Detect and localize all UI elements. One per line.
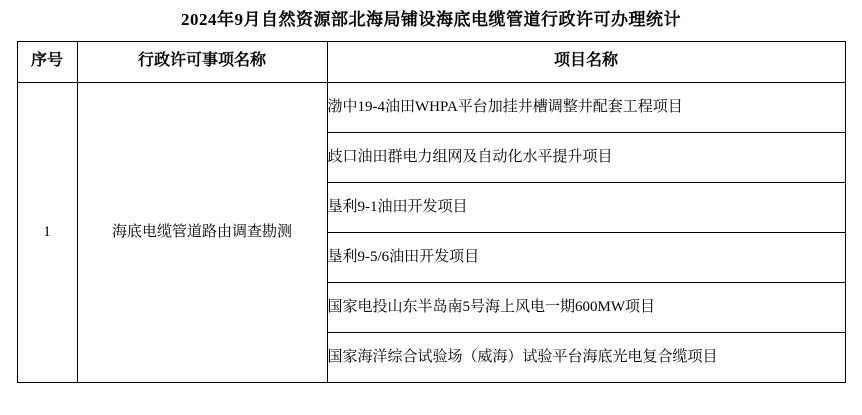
- project-name-cell: 垦利9-1油田开发项目: [327, 182, 845, 232]
- page-title: 2024年9月自然资源部北海局铺设海底电缆管道行政许可办理统计: [181, 10, 681, 29]
- permit-item-cell: 海底电缆管道路由调查勘测: [77, 82, 327, 382]
- table-row: [17, 82, 845, 132]
- permit-statistics-table: [17, 41, 846, 383]
- column-header-item: 行政许可事项名称: [77, 41, 327, 82]
- row-number-cell: 1: [17, 82, 77, 382]
- table-body: [17, 82, 845, 382]
- table-header: [17, 41, 845, 82]
- project-name-cell: 垦利9-5/6油田开发项目: [327, 232, 845, 282]
- column-header-no: 序号: [17, 41, 77, 82]
- project-name-cell: 国家海洋综合试验场（威海）试验平台海底光电复合缆项目: [327, 332, 845, 382]
- project-name-cell: 国家电投山东半岛南5号海上风电一期600MW项目: [327, 282, 845, 332]
- column-header-project: 项目名称: [327, 41, 845, 82]
- table-header-row: [17, 41, 845, 82]
- project-name-cell: 渤中19-4油田WHPA平台加挂井槽调整井配套工程项目: [327, 82, 845, 132]
- project-name-cell: 歧口油田群电力组网及自动化水平提升项目: [327, 132, 845, 182]
